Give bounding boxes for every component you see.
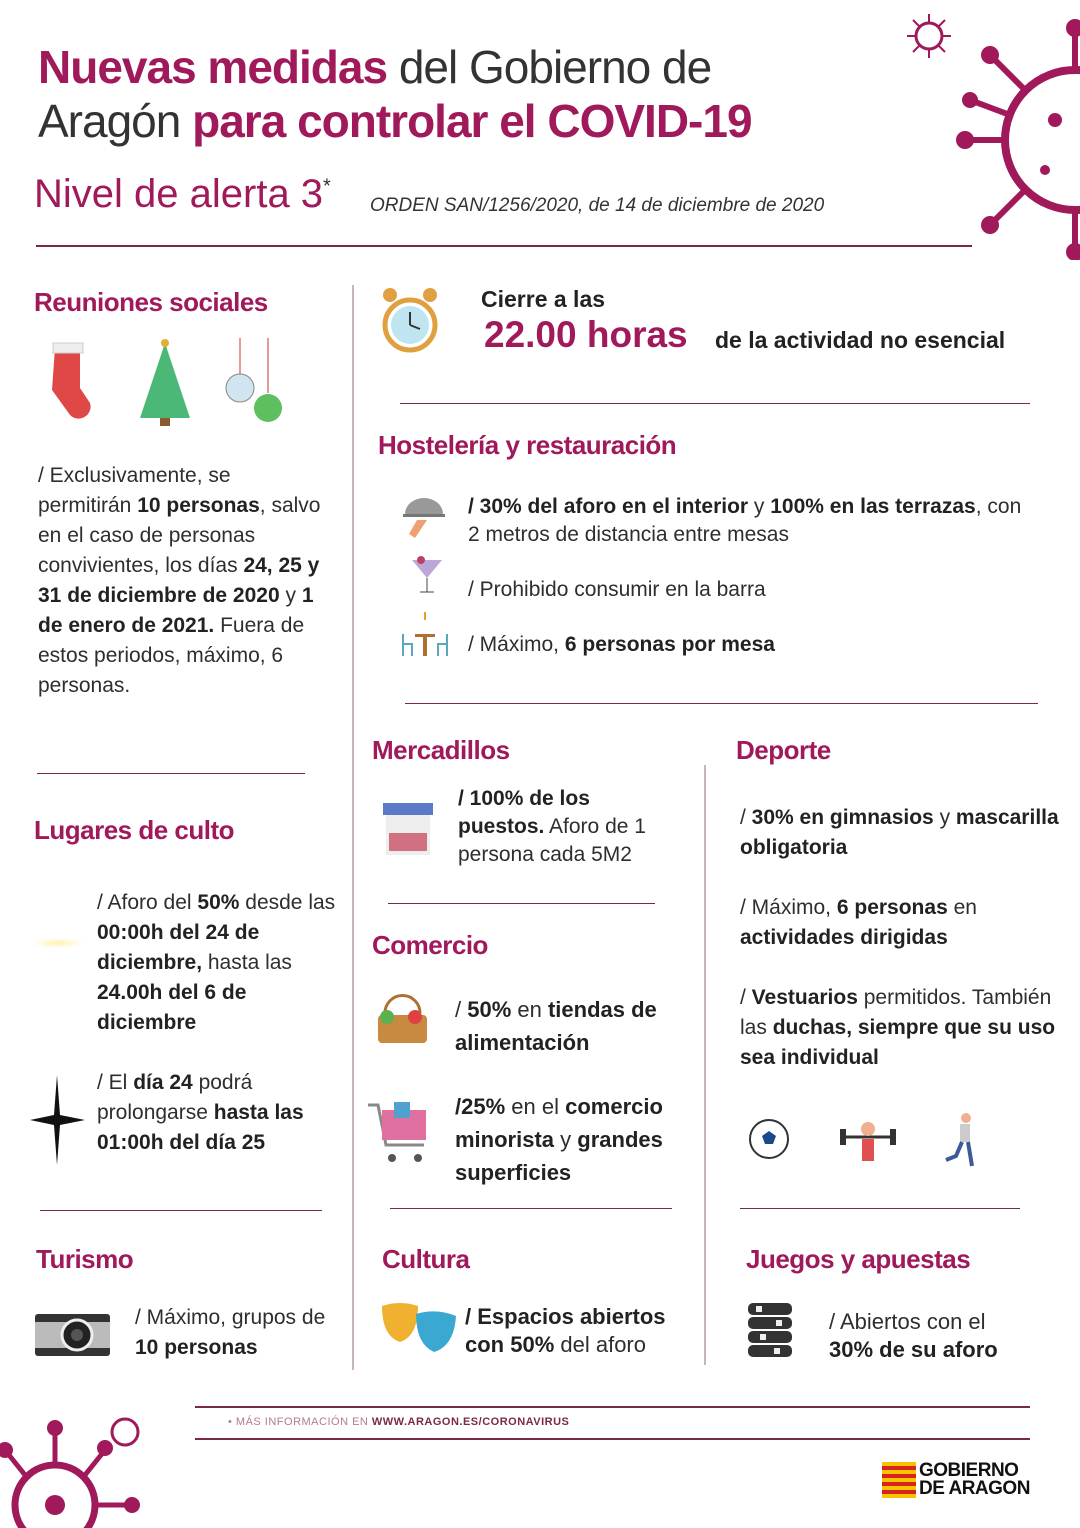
- divider: [405, 703, 1038, 704]
- text-segment: tiendas de alimentación: [455, 997, 657, 1055]
- hosteleria-item-1: [468, 493, 1038, 549]
- divider: [388, 903, 655, 904]
- comercio-item-2: [455, 1090, 700, 1189]
- text-segment: Nuevas medidas: [38, 41, 388, 93]
- order-reference: ORDEN SAN/1256/2020, de 14 de diciembre de 2020: [370, 195, 825, 216]
- hosteleria-item-2: [468, 575, 1028, 605]
- light-glow-icon: [30, 938, 85, 948]
- column-divider-left: [352, 285, 354, 1370]
- star-icon: [30, 1075, 85, 1165]
- serving-cloche-icon: [403, 492, 445, 538]
- text-segment: 30% en gimnasios: [751, 806, 934, 829]
- header-divider: [36, 245, 972, 247]
- cierre-time: 22.00 horas: [484, 314, 688, 355]
- alert-level-text: Nivel de alerta 3: [34, 172, 324, 216]
- text-segment: 50%: [467, 997, 512, 1022]
- text-segment: /: [740, 806, 752, 829]
- soccer-ball-icon: [748, 1118, 790, 1160]
- text-segment: / Máximo,: [740, 896, 837, 919]
- text-segment: día 24: [133, 1071, 193, 1094]
- deporte-item-3: [740, 983, 1065, 1073]
- text-segment: 6 personas: [836, 896, 948, 919]
- text-segment: / Máximo, grupos de: [135, 1306, 326, 1329]
- text-segment: /: [455, 997, 468, 1022]
- text-segment: 10 personas: [135, 1336, 258, 1359]
- cocktail-icon: [412, 550, 442, 595]
- food-basket-icon: [375, 993, 430, 1045]
- alarm-clock-icon: [380, 285, 440, 357]
- divider: [740, 1208, 1020, 1209]
- more-info-label: • MÁS INFORMACIÓN EN: [228, 1416, 372, 1428]
- text-segment: 24.00h del 6 de diciembre: [97, 981, 247, 1034]
- text-segment: , con 2 metros de distancia entre mesas: [468, 495, 1022, 546]
- shopping-cart-icon: [368, 1100, 430, 1165]
- juegos-text: [829, 1308, 1029, 1364]
- mercadillos-text: [458, 785, 673, 869]
- table-chairs-icon: [400, 612, 450, 658]
- text-segment: podrá prolongarse: [97, 1071, 253, 1124]
- text-segment: mascarilla obligatoria: [740, 806, 1059, 859]
- text-segment: / 100% de los puestos.: [458, 787, 590, 838]
- text-segment: 24, 25 y 31 de diciembre de 2020: [38, 554, 320, 607]
- alert-level: [34, 172, 331, 217]
- hosteleria-item-3: [468, 630, 1028, 660]
- text-segment: en el: [505, 1094, 566, 1119]
- page-title: [38, 40, 752, 148]
- text-segment: grandes superficies: [455, 1127, 663, 1185]
- text-segment: permitidos. También las: [740, 986, 1052, 1039]
- text-segment: 6 personas por mesa: [564, 633, 775, 656]
- text-segment: 30% de su aforo: [829, 1337, 998, 1362]
- text-segment: actividades dirigidas: [740, 926, 948, 949]
- title-line-2: [38, 94, 752, 148]
- turismo-text: [135, 1303, 335, 1363]
- text-segment: / Aforo del: [97, 891, 198, 914]
- text-segment: comercio minorista: [455, 1094, 663, 1152]
- text-segment: y: [748, 495, 771, 518]
- aragon-flag-icon: [882, 1462, 916, 1498]
- text-segment: /: [740, 986, 752, 1009]
- section-title-deporte: Deporte: [736, 735, 831, 765]
- text-segment: en: [947, 896, 977, 919]
- virus-icon-small: [905, 12, 953, 60]
- culto-item-1: [97, 888, 347, 1038]
- theater-masks-icon: [380, 1302, 458, 1354]
- text-segment: / 30% del aforo en el interior: [468, 495, 749, 518]
- deporte-item-2: [740, 893, 1060, 953]
- logo-line-1: GOBIERNO: [919, 1460, 1019, 1481]
- section-title-mercadillos: Mercadillos: [372, 735, 510, 765]
- section-title-comercio: Comercio: [372, 930, 488, 960]
- divider: [390, 1208, 672, 1209]
- text-segment: Fuera de estos periodos, máximo, 6 personas.: [38, 614, 305, 697]
- text-segment: en: [511, 997, 548, 1022]
- text-segment: para controlar el COVID-19: [192, 95, 752, 147]
- text-segment: , salvo en el caso de personas convivientes, los días: [38, 494, 321, 577]
- text-segment: del aforo: [554, 1332, 646, 1357]
- text-segment: del Gobierno de: [387, 41, 712, 93]
- text-segment: 10 personas: [137, 494, 260, 517]
- divider: [400, 403, 1030, 404]
- cultura-text: [465, 1303, 695, 1359]
- text-segment: Aragón: [38, 95, 193, 147]
- gobierno-aragon-logo: [882, 1462, 1030, 1498]
- cierre-label: Cierre a las: [481, 286, 606, 312]
- text-segment: duchas, siempre que su uso sea individual: [740, 1016, 1056, 1069]
- text-segment: / Prohibido consumir en la barra: [468, 578, 766, 601]
- text-segment: 1 de enero de 2021.: [38, 584, 314, 637]
- alert-asterisk: *: [323, 175, 331, 198]
- text-segment: / Máximo,: [468, 633, 565, 656]
- column-divider-right: [704, 765, 706, 1365]
- section-title-juegos: Juegos y apuestas: [746, 1244, 971, 1274]
- text-segment: 00:00h del 24 de diciembre,: [97, 921, 260, 974]
- poker-chips-icon: [748, 1303, 792, 1358]
- more-info-link[interactable]: WWW.ARAGON.ES/CORONAVIRUS: [371, 1416, 570, 1428]
- footer-divider-bottom: [195, 1438, 1030, 1440]
- comercio-item-1: [455, 993, 695, 1059]
- cierre-rest: de la actividad no esencial: [715, 327, 1006, 353]
- section-title-cultura: Cultura: [382, 1244, 470, 1274]
- culto-item-2: [97, 1068, 337, 1158]
- logo-line-2: DE ARAGON: [919, 1478, 1030, 1499]
- reuniones-text: [38, 461, 328, 701]
- camera-icon: [35, 1310, 110, 1356]
- market-stall-icon: [383, 803, 433, 855]
- deporte-item-1: [740, 803, 1060, 863]
- text-segment: 100% en las terrazas: [770, 495, 976, 518]
- divider: [40, 1210, 322, 1211]
- text-segment: y: [933, 806, 956, 829]
- divider: [37, 773, 305, 774]
- footer-divider-top: [195, 1406, 1030, 1408]
- section-title-reuniones: Reuniones sociales: [34, 287, 268, 317]
- weightlifting-icon: [838, 1115, 898, 1165]
- text-segment: / El: [97, 1071, 134, 1094]
- text-segment: / Exclusivamente, se permitirán: [38, 464, 231, 517]
- section-title-hosteleria: Hostelería y restauración: [378, 430, 677, 460]
- more-info: [228, 1416, 569, 1428]
- virus-icon-large: [945, 10, 1080, 260]
- title-line-1: [38, 40, 752, 94]
- text-segment: Aforo de 1 persona cada 5M2: [458, 815, 646, 866]
- text-segment: desde las: [239, 891, 336, 914]
- text-segment: / Espacios abiertos con 50%: [465, 1304, 666, 1357]
- text-segment: hasta las 01:00h del día 25: [97, 1101, 304, 1154]
- text-segment: y: [554, 1127, 578, 1152]
- section-title-culto: Lugares de culto: [34, 815, 235, 845]
- text-segment: y: [279, 584, 302, 607]
- text-segment: 50%: [197, 891, 240, 914]
- text-segment: /25%: [455, 1094, 506, 1119]
- christmas-decorations-icon: [40, 338, 290, 428]
- virus-icon-bottom: [0, 1410, 150, 1528]
- section-title-turismo: Turismo: [36, 1244, 134, 1274]
- runner-icon: [942, 1112, 980, 1170]
- text-segment: hasta las: [202, 951, 292, 974]
- text-segment: / Abiertos con el: [829, 1309, 986, 1334]
- text-segment: Vestuarios: [751, 986, 858, 1009]
